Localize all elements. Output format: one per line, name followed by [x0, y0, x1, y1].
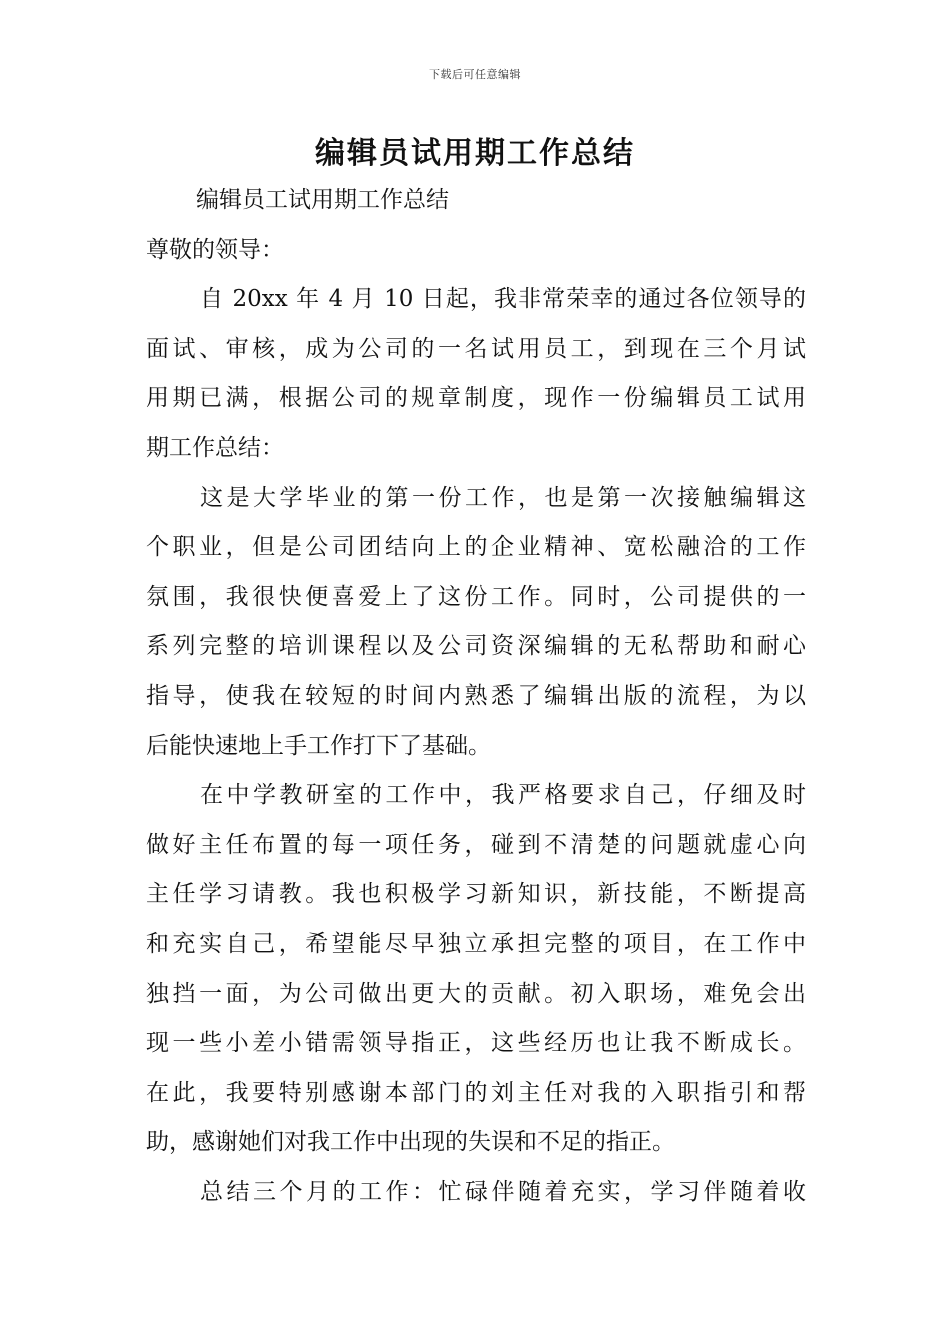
- paragraph-2: [146, 474, 806, 772]
- paragraph-line: 这是大学毕业的第一份工作，也是第一次接触编辑这: [200, 484, 806, 511]
- paragraph-line: 独挡一面，为公司做出更大的贡献。初入职场，难免会出: [146, 980, 806, 1007]
- paragraph-line: 自 20xx 年 4 月 10 日起，我非常荣幸的通过各位领导的: [200, 286, 806, 313]
- paragraph-line: 系列完整的培训课程以及公司资深编辑的无私帮助和耐心: [146, 633, 806, 660]
- document-subtitle: 编辑员工试用期工作总结: [196, 187, 449, 213]
- paragraph-line: 总结三个月的工作：忙碌伴随着充实，学习伴随着收: [200, 1178, 806, 1205]
- paragraph-line: 期工作总结：: [146, 434, 284, 461]
- paragraph-line: 和充实自己，希望能尽早独立承担完整的项目，在工作中: [146, 930, 806, 957]
- document-title: 编辑员试用期工作总结: [315, 136, 635, 171]
- page-header: 下载后可任意编辑: [429, 68, 521, 81]
- paragraph-line: 面试、审核，成为公司的一名试用员工，到现在三个月试: [146, 335, 806, 362]
- paragraph-line: 指导，使我在较短的时间内熟悉了编辑出版的流程，为以: [146, 682, 806, 709]
- paragraph-3: [146, 771, 806, 1168]
- paragraph-line: 在此，我要特别感谢本部门的刘主任对我的入职指引和帮: [146, 1079, 806, 1106]
- salutation: 尊敬的领导：: [146, 236, 284, 263]
- paragraph-line: 主任学习请教。我也积极学习新知识，新技能，不断提高: [146, 881, 806, 908]
- paragraph-line: 后能快速地上手工作打下了基础。: [146, 732, 491, 759]
- paragraph-line: 用期已满，根据公司的规章制度，现作一份编辑员工试用: [146, 385, 806, 412]
- paragraph-line: 氛围，我很快便喜爱上了这份工作。同时，公司提供的一: [146, 583, 806, 610]
- paragraph-4: [146, 1168, 806, 1218]
- paragraph-1: [146, 275, 806, 473]
- paragraph-line: 个职业，但是公司团结向上的企业精神、宽松融洽的工作: [146, 534, 806, 561]
- paragraph-line: 在中学教研室的工作中，我严格要求自己，仔细及时: [200, 782, 806, 809]
- paragraph-line: 助，感谢她们对我工作中出现的失误和不足的指正。: [146, 1129, 675, 1156]
- paragraph-line: 做好主任布置的每一项任务，碰到不清楚的问题就虚心向: [146, 831, 806, 858]
- paragraph-line: 现一些小差小错需领导指正，这些经历也让我不断成长。: [146, 1030, 806, 1057]
- document-body: [146, 176, 806, 1217]
